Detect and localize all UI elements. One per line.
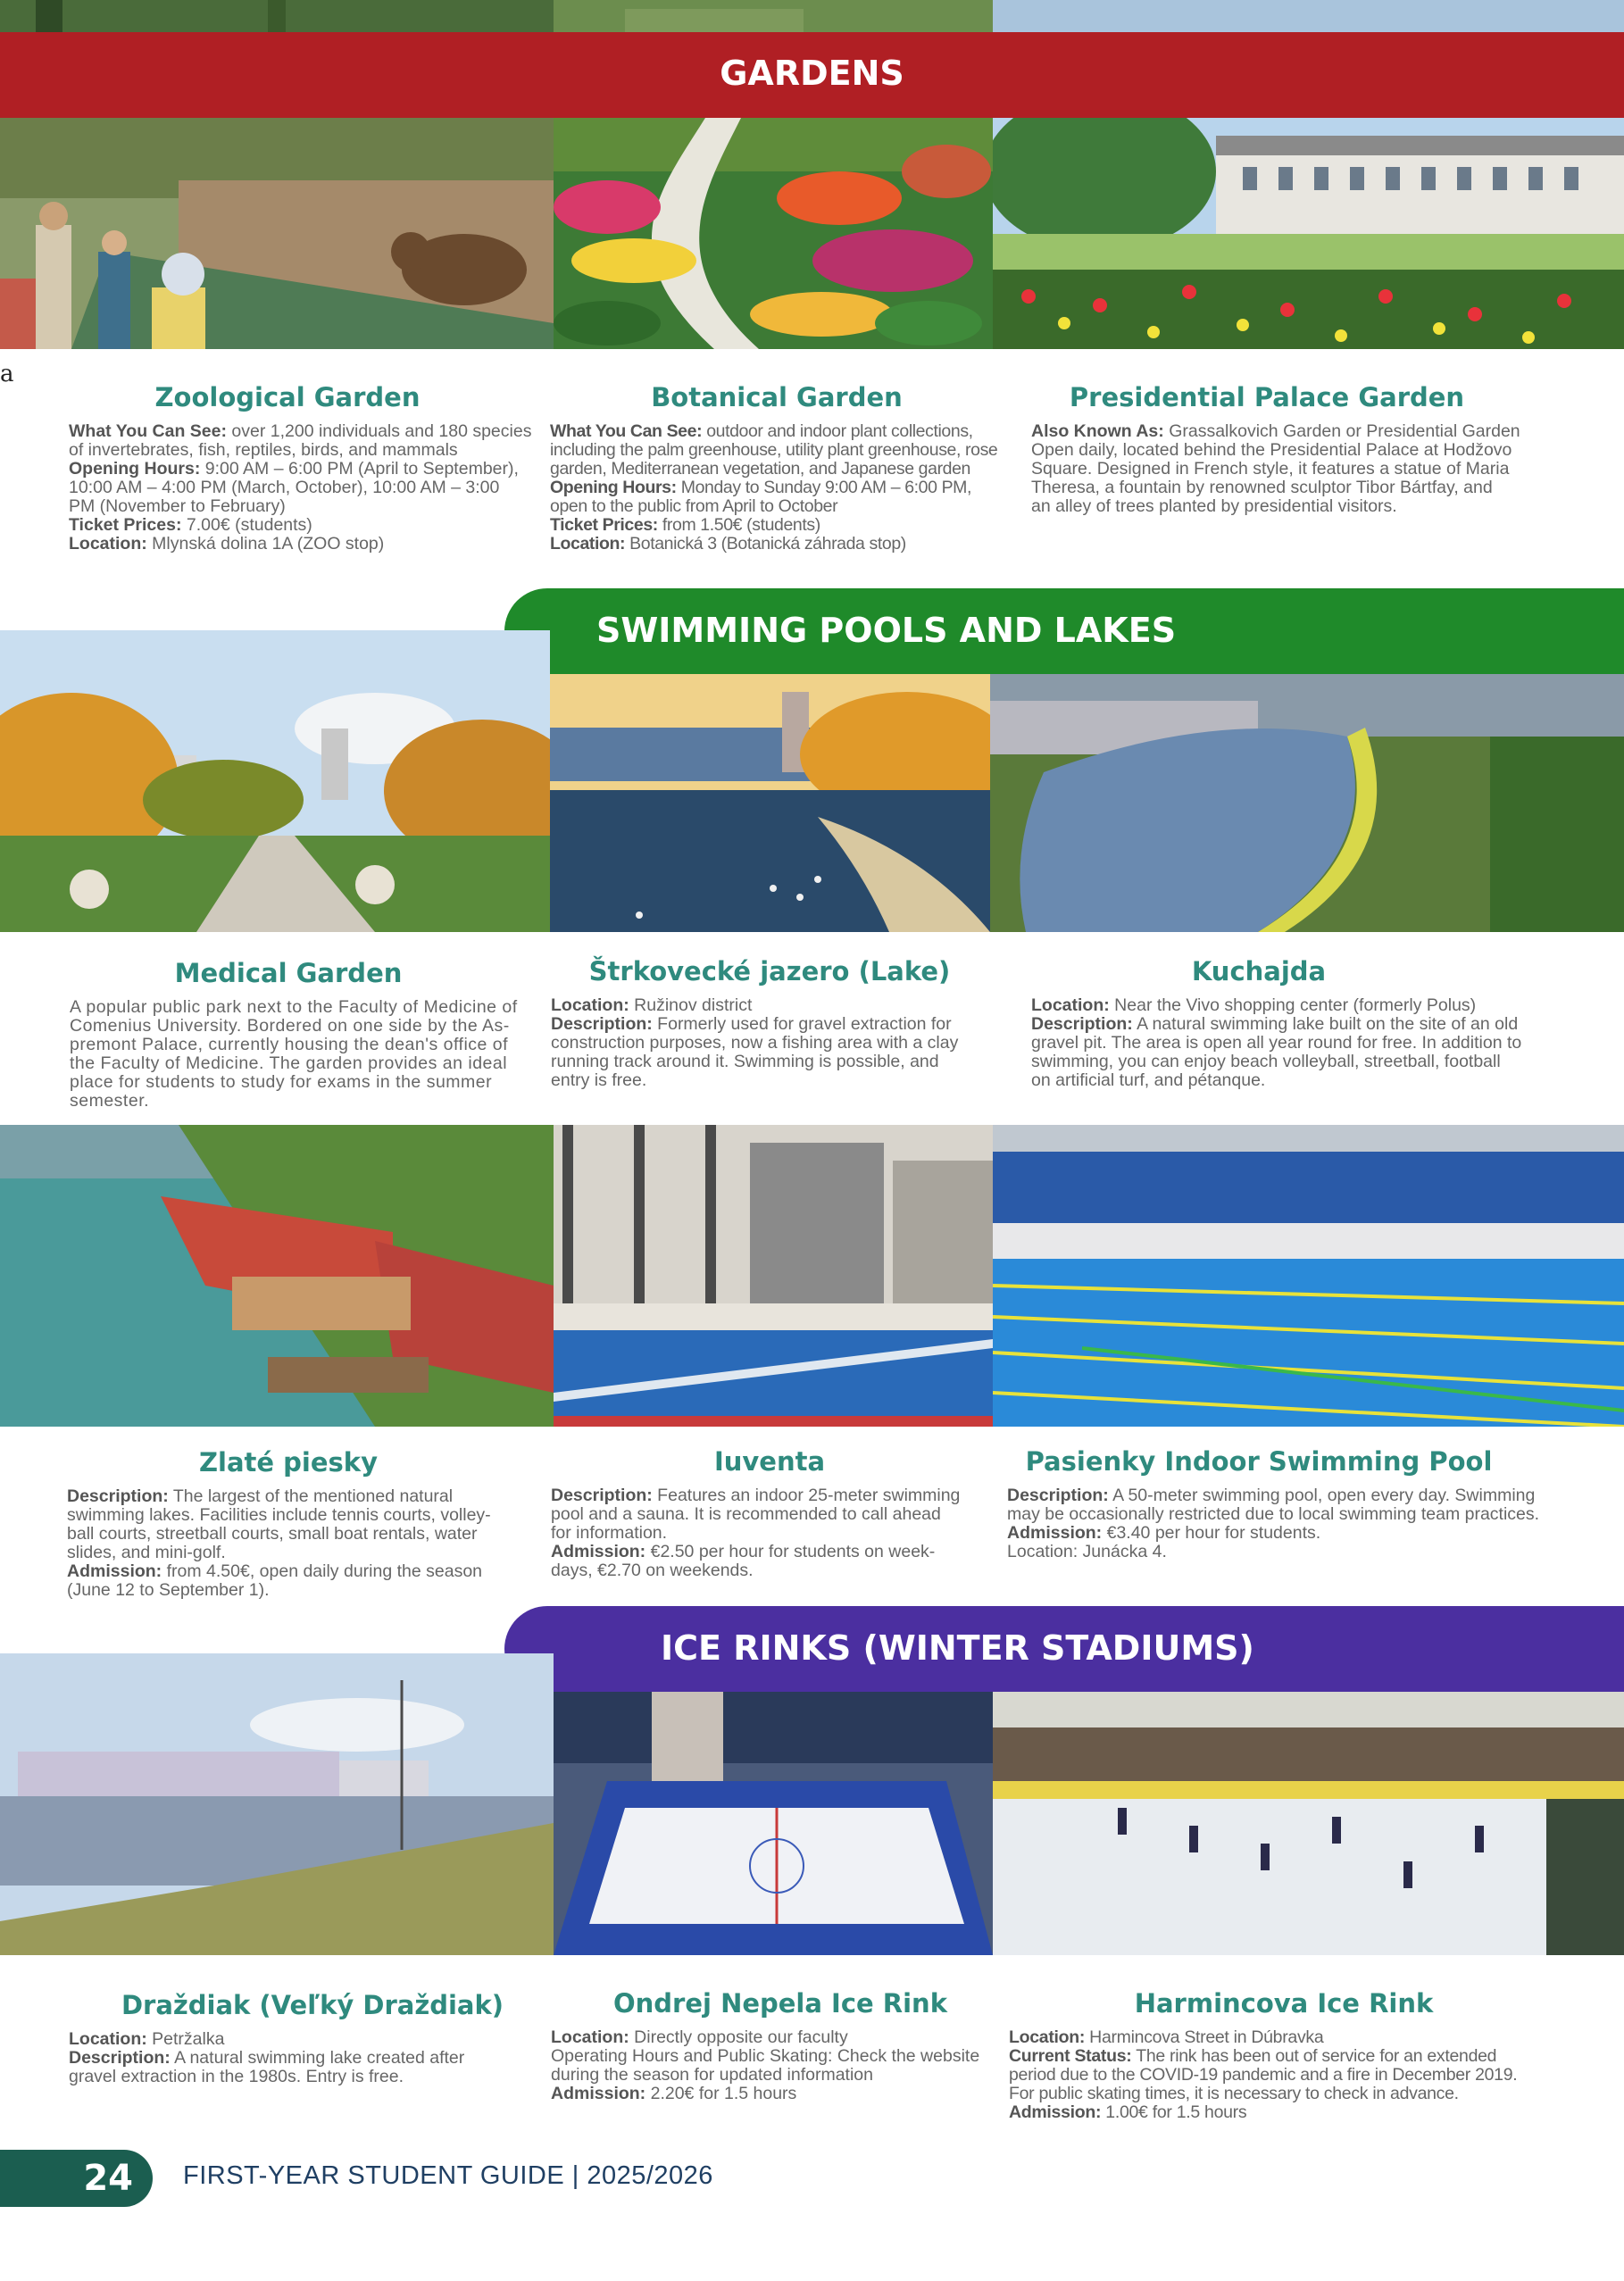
desc-line [550,535,997,554]
desc-line [551,1524,960,1543]
desc-text: during the season for updated information [551,2065,873,2085]
desc-text: from 1.50€ (students) [657,515,820,535]
harmincova-title: Harmincova Ice Rink [1134,1988,1434,2019]
desc-line [551,1015,958,1034]
zoo-desc [69,422,531,554]
desc-line [69,2049,464,2068]
desc-label: Location: [1009,2027,1086,2047]
desc-line [551,1543,960,1561]
desc-text: period due to the COVID-19 pandemic and a fire in December 2019. [1009,2065,1518,2085]
medical-garden-photo [0,630,550,932]
desc-line [69,422,531,441]
desc-line [1009,2028,1517,2047]
desc-label: Admission: [551,2084,646,2103]
desc-text: gravel extraction in the 1980s. Entry is free. [69,2067,404,2086]
desc-label: Opening Hours: [69,459,201,479]
desc-text: on artificial turf, and pétanque. [1031,1070,1266,1090]
desc-line [1009,2103,1517,2122]
desc-text: premont Palace, currently housing the dean's office of [70,1035,509,1054]
desc-text: days, €2.70 on weekends. [551,1561,754,1580]
desc-line [550,460,997,479]
desc-line [1031,441,1520,460]
desc-text: Open daily, located behind the Presidential Palace at Hodžovo [1031,440,1512,460]
ice-section-title: ICE RINKS (WINTER STADIUMS) [661,1628,1254,1668]
desc-text: 9:00 AM – 6:00 PM (April to September), [200,459,519,479]
drazdiak-title: Draždiak (Veľký Draždiak) [121,1990,504,2020]
desc-label: What You Can See: [69,421,227,441]
desc-line [551,996,958,1015]
desc-line [1031,422,1520,441]
desc-text: Formerly used for gravel extraction for [652,1014,952,1034]
desc-text: (June 12 to September 1). [67,1580,270,1600]
desc-text: A natural swimming lake built on the site of an old [1132,1014,1519,1034]
desc-text: Grassalkovich Garden or Presidential Garden [1163,421,1520,441]
desc-text: pool and a sauna. It is recommended to call ahead [551,1504,941,1524]
desc-label: Location: [69,534,147,554]
desc-text: semester. [70,1091,150,1111]
desc-text: Operating Hours and Public Skating: Check the website [551,2046,980,2066]
desc-text: Petržalka [146,2029,225,2049]
desc-line [1031,460,1520,479]
desc-line [70,1092,518,1111]
iuventa-title: Iuventa [713,1446,826,1477]
desc-text: over 1,200 individuals and 180 species [226,421,532,441]
desc-text: running track around it. Swimming is possible, and [551,1052,939,1071]
ondrej-nepela-desc [551,2028,979,2103]
desc-label: Location: [551,995,629,1015]
desc-text: outdoor and indoor plant collections, [702,421,973,441]
desc-line [1009,2085,1517,2103]
desc-line [551,2047,979,2066]
desc-line [69,460,531,479]
zlate-piesky-desc [67,1487,491,1600]
desc-label: Description: [1031,1014,1133,1034]
gardens-section-title: GARDENS [720,54,904,93]
desc-text: swimming lakes. Facilities include tennis courts, volley- [67,1505,491,1525]
desc-line [70,1073,518,1092]
desc-text: construction purposes, now a fishing area with a clay [551,1033,959,1053]
presidential-garden-photo [993,118,1624,349]
footer-title: FIRST-YEAR STUDENT GUIDE | 2025/2026 [183,2161,713,2190]
desc-line [67,1525,491,1544]
desc-line [1031,1071,1521,1090]
desc-text: Ružinov district [629,995,753,1015]
desc-text: place for students to study for exams in the summer [70,1072,493,1092]
pasienky-desc [1007,1486,1539,1561]
pasienky-photo [993,1125,1624,1427]
desc-line [551,1505,960,1524]
drazdiak-desc [69,2030,464,2086]
desc-text: Harmincova Street in Dúbravka [1085,2027,1324,2047]
desc-label: Admission: [1009,2102,1102,2122]
zlate-piesky-photo [0,1125,554,1427]
ondrej-nepela-title: Ondrej Nepela Ice Rink [613,1988,947,2019]
desc-label: Description: [551,1486,653,1505]
botanical-photo [554,118,993,349]
desc-label: Location: [551,2027,629,2047]
harmincova-desc [1009,2028,1517,2122]
kuchajda-desc [1031,996,1521,1090]
desc-line [1009,2066,1517,2085]
desc-line [551,1486,960,1505]
zoo-title: Zoological Garden [154,382,421,412]
desc-text: including the palm greenhouse, utility plant greenhouse, rose [550,440,998,460]
zlate-piesky-title: Zlaté piesky [199,1447,378,1478]
desc-label: Location: [550,534,626,554]
desc-label: Opening Hours: [550,478,677,497]
desc-line [551,1053,958,1071]
desc-line [70,1017,518,1036]
medical-garden-desc [70,998,518,1111]
desc-line [1007,1543,1539,1561]
desc-line [70,1054,518,1073]
desc-text: Monday to Sunday 9:00 AM – 6:00 PM, [676,478,972,497]
desc-line [69,2030,464,2049]
desc-line [67,1544,491,1562]
presidential-garden-desc [1031,422,1520,516]
desc-label: What You Can See: [550,421,703,441]
desc-text: 2.20€ for 1.5 hours [645,2084,797,2103]
desc-line [550,422,997,441]
desc-label: Ticket Prices: [69,515,182,535]
desc-label: Current Status: [1009,2046,1132,2066]
desc-line [70,998,518,1017]
desc-line [67,1581,491,1600]
desc-text: ball courts, streetball courts, small boat rentals, water [67,1524,478,1544]
desc-text: Near the Vivo shopping center (formerly Polus) [1109,995,1477,1015]
desc-text: Features an indoor 25-meter swimming [652,1486,961,1505]
desc-text: Location: Junácka 4. [1007,1542,1167,1561]
desc-text: the Faculty of Medicine. The garden provides an ideal [70,1053,508,1073]
desc-text: entry is free. [551,1070,647,1090]
desc-line [551,2028,979,2047]
desc-line [69,479,531,497]
desc-label: Location: [69,2029,147,2049]
desc-text: A popular public park next to the Faculty of Medicine of [70,997,518,1017]
top-photo-strip [0,0,1624,32]
desc-label: Admission: [1007,1523,1103,1543]
zoo-photo [0,118,554,349]
desc-text: of invertebrates, fish, reptiles, birds, and mammals [69,440,458,460]
desc-line [67,1506,491,1525]
desc-line [69,2068,464,2086]
desc-line [550,497,997,516]
pools-section-title: SWIMMING POOLS AND LAKES [596,611,1177,650]
desc-line [1031,1015,1521,1034]
desc-line [551,1561,960,1580]
desc-label: Location: [1031,995,1110,1015]
desc-text: Comenius University. Bordered on one side by the As- [70,1016,510,1036]
desc-line [550,479,997,497]
desc-line [550,441,997,460]
desc-text: €2.50 per hour for students on week- [645,1542,936,1561]
desc-text: gravel pit. The area is open all year round for free. In addition to [1031,1033,1522,1053]
desc-line [1031,1053,1521,1071]
desc-label: Description: [69,2048,171,2068]
desc-line [1031,479,1520,497]
botanical-title: Botanical Garden [651,382,903,412]
desc-text: For public skating times, it is necessary to check in advance. [1009,2084,1459,2103]
desc-label: Description: [551,1014,653,1034]
kuchajda-photo [990,674,1624,932]
desc-line [69,441,531,460]
desc-text: swimming, you can enjoy beach volleyball, streetball, football [1031,1052,1501,1071]
strkovecke-desc [551,996,958,1090]
desc-line [1031,1034,1521,1053]
desc-text: from 4.50€, open daily during the season [162,1561,483,1581]
desc-line [1007,1524,1539,1543]
desc-line [551,2085,979,2103]
desc-text: Mlynská dolina 1A (ZOO stop) [146,534,385,554]
desc-line [69,516,531,535]
desc-text: Botanická 3 (Botanická záhrada stop) [625,534,906,554]
desc-line [1031,996,1521,1015]
desc-line [1031,497,1520,516]
pasienky-title: Pasienky Indoor Swimming Pool [1025,1446,1493,1477]
kuchajda-title: Kuchajda [1191,956,1327,986]
desc-line [69,535,531,554]
desc-text: 7.00€ (students) [181,515,312,535]
strkovecke-photo [550,674,990,932]
desc-text: A natural swimming lake created after [170,2048,465,2068]
desc-label: Description: [67,1486,169,1506]
desc-text: slides, and mini-golf. [67,1543,226,1562]
botanical-desc [550,422,997,554]
desc-label: Description: [1007,1486,1109,1505]
iuventa-desc [551,1486,960,1580]
desc-line [1007,1486,1539,1505]
harmincova-photo [993,1692,1624,1955]
desc-text: The rink has been out of service for an extended [1131,2046,1497,2066]
desc-text: for information. [551,1523,668,1543]
desc-text: open to the public from April to October [550,496,838,516]
desc-line [550,516,997,535]
desc-label: Also Known As: [1031,421,1164,441]
desc-line [1007,1505,1539,1524]
strkovecke-title: Štrkovecké jazero (Lake) [588,956,951,986]
ondrej-nepela-photo [554,1692,993,1955]
desc-label: Admission: [551,1542,646,1561]
desc-line [69,497,531,516]
desc-text: Theresa, a fountain by renowned sculptor Tibor Bártfay, and [1031,478,1493,497]
page-number: 24 [0,2150,153,2207]
desc-line [70,1036,518,1054]
drazdiak-photo [0,1653,554,1955]
desc-text: an alley of trees planted by presidential visitors. [1031,496,1397,516]
desc-text: garden, Mediterranean vegetation, and Japanese garden [550,459,970,479]
desc-text: may be occasionally restricted due to local swimming team practices. [1007,1504,1540,1524]
desc-text: The largest of the mentioned natural [168,1486,454,1506]
desc-line [1009,2047,1517,2066]
desc-text: PM (November to February) [69,496,286,516]
stray-letter: a [0,361,14,387]
desc-text: A 50-meter swimming pool, open every day. Swimming [1108,1486,1536,1505]
desc-line [67,1562,491,1581]
desc-line [67,1487,491,1506]
presidential-garden-title: Presidential Palace Garden [1069,382,1465,412]
desc-text: 1.00€ for 1.5 hours [1101,2102,1247,2122]
desc-text: Square. Designed in French style, it features a statue of Maria [1031,459,1510,479]
desc-label: Admission: [67,1561,162,1581]
desc-text: €3.40 per hour for students. [1102,1523,1321,1543]
desc-line [551,1071,958,1090]
desc-text: 10:00 AM – 4:00 PM (March, October), 10:00 AM – 3:00 [69,478,500,497]
medical-garden-title: Medical Garden [174,958,403,988]
desc-label: Ticket Prices: [550,515,658,535]
desc-text: Directly opposite our faculty [629,2027,848,2047]
iuventa-photo [554,1125,993,1427]
desc-line [551,1034,958,1053]
desc-line [551,2066,979,2085]
